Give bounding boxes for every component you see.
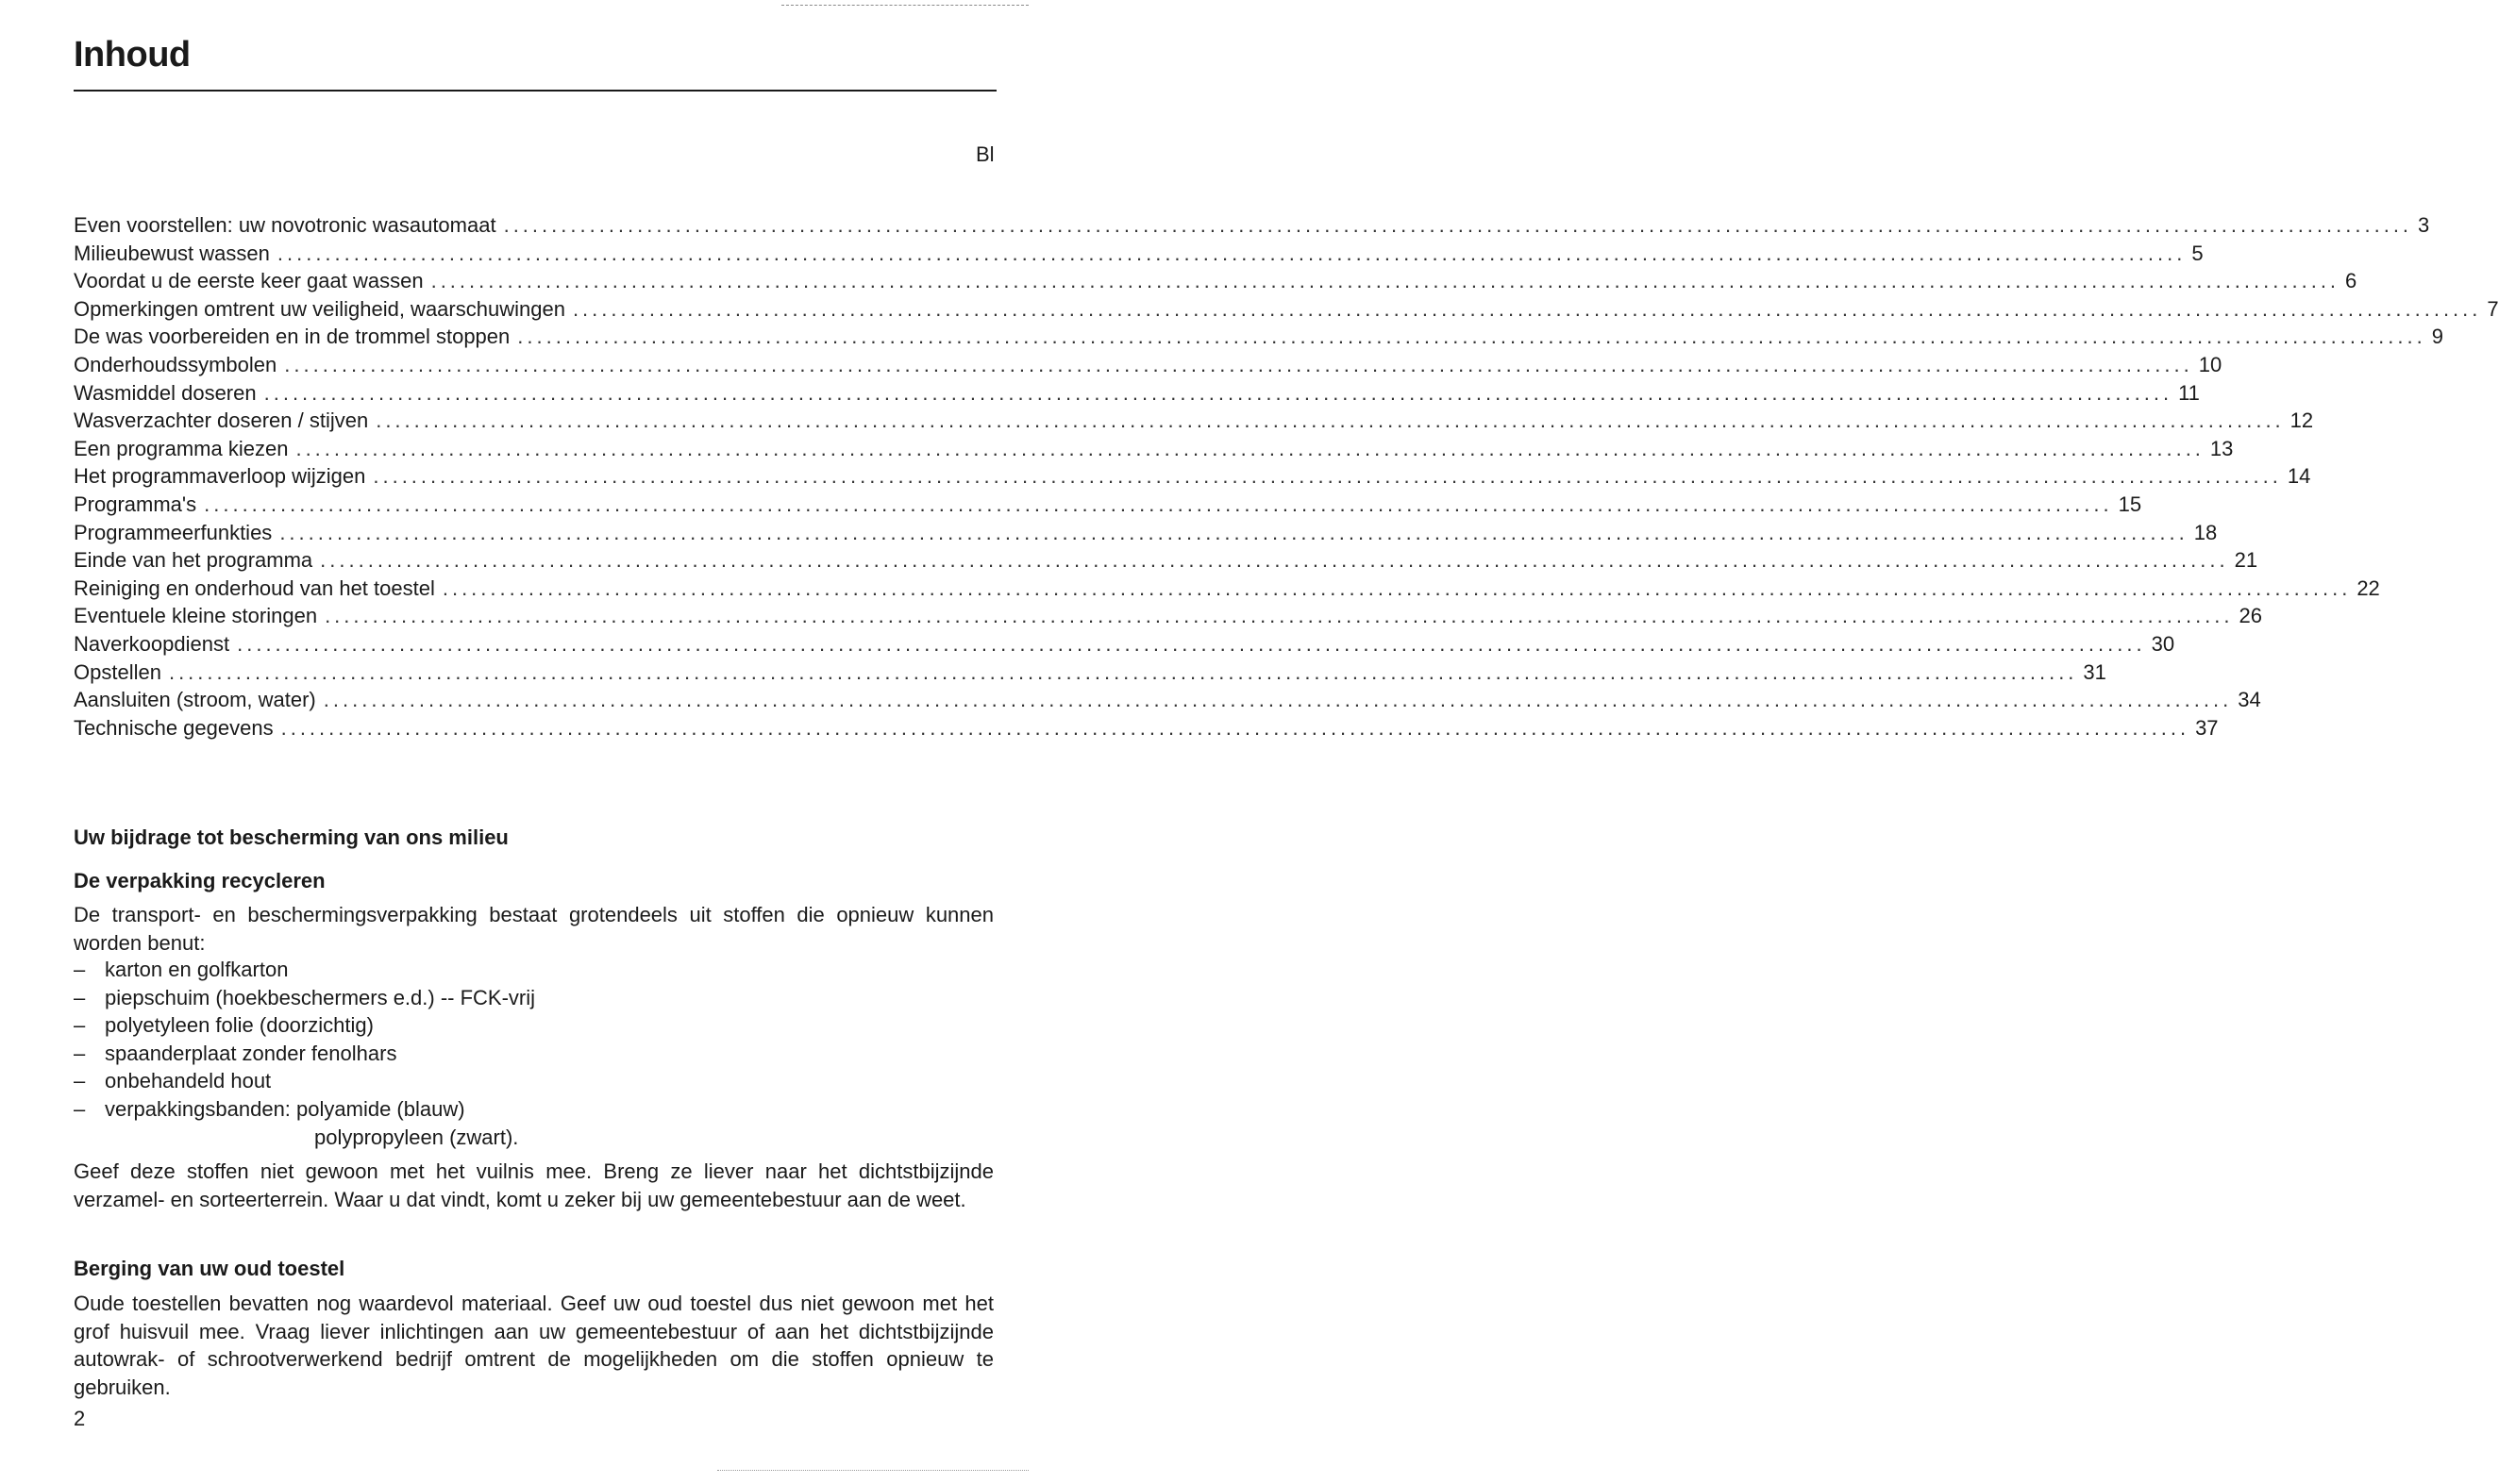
toc-entry-page: 3 (2418, 213, 2430, 237)
list-item-text: polyetyleen folie (doorzichtig) (105, 1013, 374, 1038)
toc-dot-leader: ........................................................................................................................................................................................................ (323, 688, 2233, 712)
toc-entry-title: Voordat u de eerste keer gaat wassen (74, 269, 424, 293)
toc-entry-page: 9 (2431, 325, 2443, 349)
toc-dot-leader: ........................................................................................................................................................................................................ (503, 213, 2413, 237)
list-item (74, 956, 994, 984)
toc-entry (74, 491, 2142, 519)
list-item (74, 1040, 994, 1068)
toc-entry (74, 462, 2311, 491)
toc-entry (74, 295, 2499, 324)
dash-bullet: – (74, 1013, 86, 1038)
table-of-contents (74, 211, 2499, 742)
toc-entry-page: 5 (2191, 241, 2204, 265)
list-item-text: onbehandeld hout (105, 1069, 272, 1093)
toc-dot-leader: ........................................................................................................................................................................................................ (280, 715, 2190, 740)
toc-entry (74, 602, 2263, 630)
toc-dot-leader: ........................................................................................................................................................................................................ (237, 631, 2146, 656)
recycle-intro: De transport- en beschermingsverpakking bestaat grotendeels uit stoffen die opnieuw kunnen worden benut: (74, 903, 994, 955)
toc-entry (74, 575, 2380, 603)
toc-dot-leader: ........................................................................................................................................................................................................ (168, 659, 2078, 684)
toc-entry (74, 211, 2430, 240)
toc-entry-page: 14 (2287, 464, 2311, 489)
dash-bullet: – (74, 958, 86, 981)
toc-entry-page: 11 (2178, 380, 2200, 405)
toc-entry (74, 686, 2261, 714)
toc-entry-title: Onderhoudssymbolen (74, 352, 277, 376)
toc-entry (74, 351, 2222, 379)
toc-entry-page: 34 (2238, 688, 2261, 712)
toc-dot-leader: ........................................................................................................................................................................................................ (517, 325, 2426, 349)
toc-dot-leader: ........................................................................................................................................................................................................ (376, 409, 2285, 433)
toc-entry (74, 659, 2106, 687)
toc-entry-title: Einde van het programma (74, 548, 313, 573)
toc-entry (74, 240, 2204, 268)
list-item-text: verpakkingsbanden: polyamide (blauw) (105, 1096, 465, 1121)
toc-dot-leader: ........................................................................................................................................................................................................ (572, 296, 2482, 321)
toc-entry (74, 714, 2219, 742)
toc-entry-title: Technische gegevens (74, 715, 274, 740)
toc-entry-page: 30 (2151, 631, 2175, 656)
toc-entry (74, 267, 2357, 295)
toc-entry-title: Even voorstellen: uw novotronic wasautomaat (74, 213, 496, 237)
scan-artifact-line (781, 5, 1029, 6)
toc-entry-page: 21 (2234, 548, 2258, 573)
packaging-materials-list (74, 956, 994, 1151)
toc-dot-leader: ........................................................................................................................................................................................................ (277, 241, 2187, 265)
toc-entry-page: 18 (2193, 520, 2218, 544)
toc-dot-leader: ........................................................................................................................................................................................................ (325, 604, 2234, 628)
toc-dot-leader: ........................................................................................................................................................................................................ (320, 548, 2229, 573)
toc-entry-page: 31 (2083, 659, 2106, 684)
toc-entry-page: 13 (2209, 436, 2234, 460)
toc-entry-page: 6 (2345, 269, 2357, 293)
toc-entry-title: Opstellen (74, 659, 161, 684)
title-rule (74, 90, 997, 92)
toc-entry-title: Programma's (74, 492, 197, 516)
toc-entry-page: 37 (2195, 715, 2219, 740)
toc-dot-leader: ........................................................................................................................................................................................................ (263, 380, 2173, 405)
page-number: 2 (74, 1407, 86, 1430)
disposal-heading: Berging van uw oud toestel (74, 1257, 345, 1280)
list-item-text: karton en golfkarton (105, 958, 289, 981)
toc-entry-page: 10 (2198, 352, 2222, 376)
toc-entry-title: Wasmiddel doseren (74, 380, 257, 405)
page-column-label: Bl (976, 142, 995, 166)
list-item (74, 1067, 994, 1095)
dash-bullet: – (74, 1069, 86, 1093)
toc-entry-page: 7 (2487, 296, 2499, 321)
toc-entry (74, 435, 2234, 463)
toc-dot-leader: ........................................................................................................................................................................................................ (442, 575, 2352, 600)
toc-entry-title: Het programmaverloop wijzigen (74, 464, 366, 489)
list-item-text: piepschuim (hoekbeschermers e.d.) -- FCK-vrij (105, 985, 536, 1009)
recycle-heading: De verpakking recycleren (74, 869, 326, 892)
scan-artifact-line (717, 1470, 1029, 1471)
toc-entry (74, 323, 2443, 351)
page-title: Inhoud (74, 35, 191, 75)
toc-entry-title: Programmeerfunkties (74, 520, 273, 544)
list-item (74, 984, 994, 1012)
toc-entry (74, 546, 2258, 575)
toc-dot-leader: ........................................................................................................................................................................................................ (279, 520, 2189, 544)
list-item (74, 1095, 994, 1124)
toc-dot-leader: ........................................................................................................................................................................................................ (204, 492, 2113, 516)
toc-dot-leader: ........................................................................................................................................................................................................ (284, 352, 2193, 376)
dash-bullet: – (74, 1096, 86, 1121)
toc-dot-leader: ........................................................................................................................................................................................................ (430, 269, 2340, 293)
toc-entry-page: 22 (2356, 575, 2380, 600)
toc-entry-title: Eventuele kleine storingen (74, 604, 318, 628)
toc-entry-title: Opmerkingen omtrent uw veiligheid, waarschuwingen (74, 296, 565, 321)
toc-dot-leader: ........................................................................................................................................................................................................ (295, 436, 2205, 460)
list-item-text: spaanderplaat zonder fenolhars (105, 1041, 397, 1065)
toc-entry (74, 379, 2200, 408)
toc-dot-leader: ........................................................................................................................................................................................................ (373, 464, 2282, 489)
list-item-continuation: polypropyleen (zwart). (314, 1125, 519, 1149)
environment-heading: Uw bijdrage tot bescherming van ons milieu (74, 825, 509, 849)
dash-bullet: – (74, 985, 86, 1009)
toc-entry-title: Aansluiten (stroom, water) (74, 688, 316, 712)
toc-entry-title: Naverkoopdienst (74, 631, 230, 656)
list-item (74, 1011, 994, 1040)
toc-entry (74, 519, 2218, 547)
toc-entry (74, 630, 2175, 659)
dash-bullet: – (74, 1041, 86, 1065)
toc-entry-page: 12 (2289, 409, 2314, 433)
toc-entry-title: Reiniging en onderhoud van het toestel (74, 575, 435, 600)
toc-entry-title: Milieubewust wassen (74, 241, 270, 265)
recycle-outro: Geef deze stoffen niet gewoon met het vuilnis mee. Breng ze liever naar het dichtstbijzijnde verzamel- en sorteerterrein. Waar u dat vindt, komt u zeker bij uw gemeentebestuur aan de weet. (74, 1159, 994, 1211)
toc-entry-title: Een programma kiezen (74, 436, 289, 460)
toc-entry-title: Wasverzachter doseren / stijven (74, 409, 369, 433)
toc-entry (74, 407, 2314, 435)
toc-entry-page: 15 (2118, 492, 2142, 516)
disposal-text: Oude toestellen bevatten nog waardevol materiaal. Geef uw oud toestel dus niet gewoon met het grof huisvuil mee. Vraag liever inlichtingen aan uw gemeentebestuur of aan het dichtstbijzijnde autowrak- of schrootverwerkend bedrijf omtrent de mogelijkheden om die stoffen opnieuw te gebruiken. (74, 1292, 994, 1399)
toc-entry-title: De was voorbereiden en in de trommel stoppen (74, 325, 511, 349)
toc-entry-page: 26 (2239, 604, 2263, 628)
